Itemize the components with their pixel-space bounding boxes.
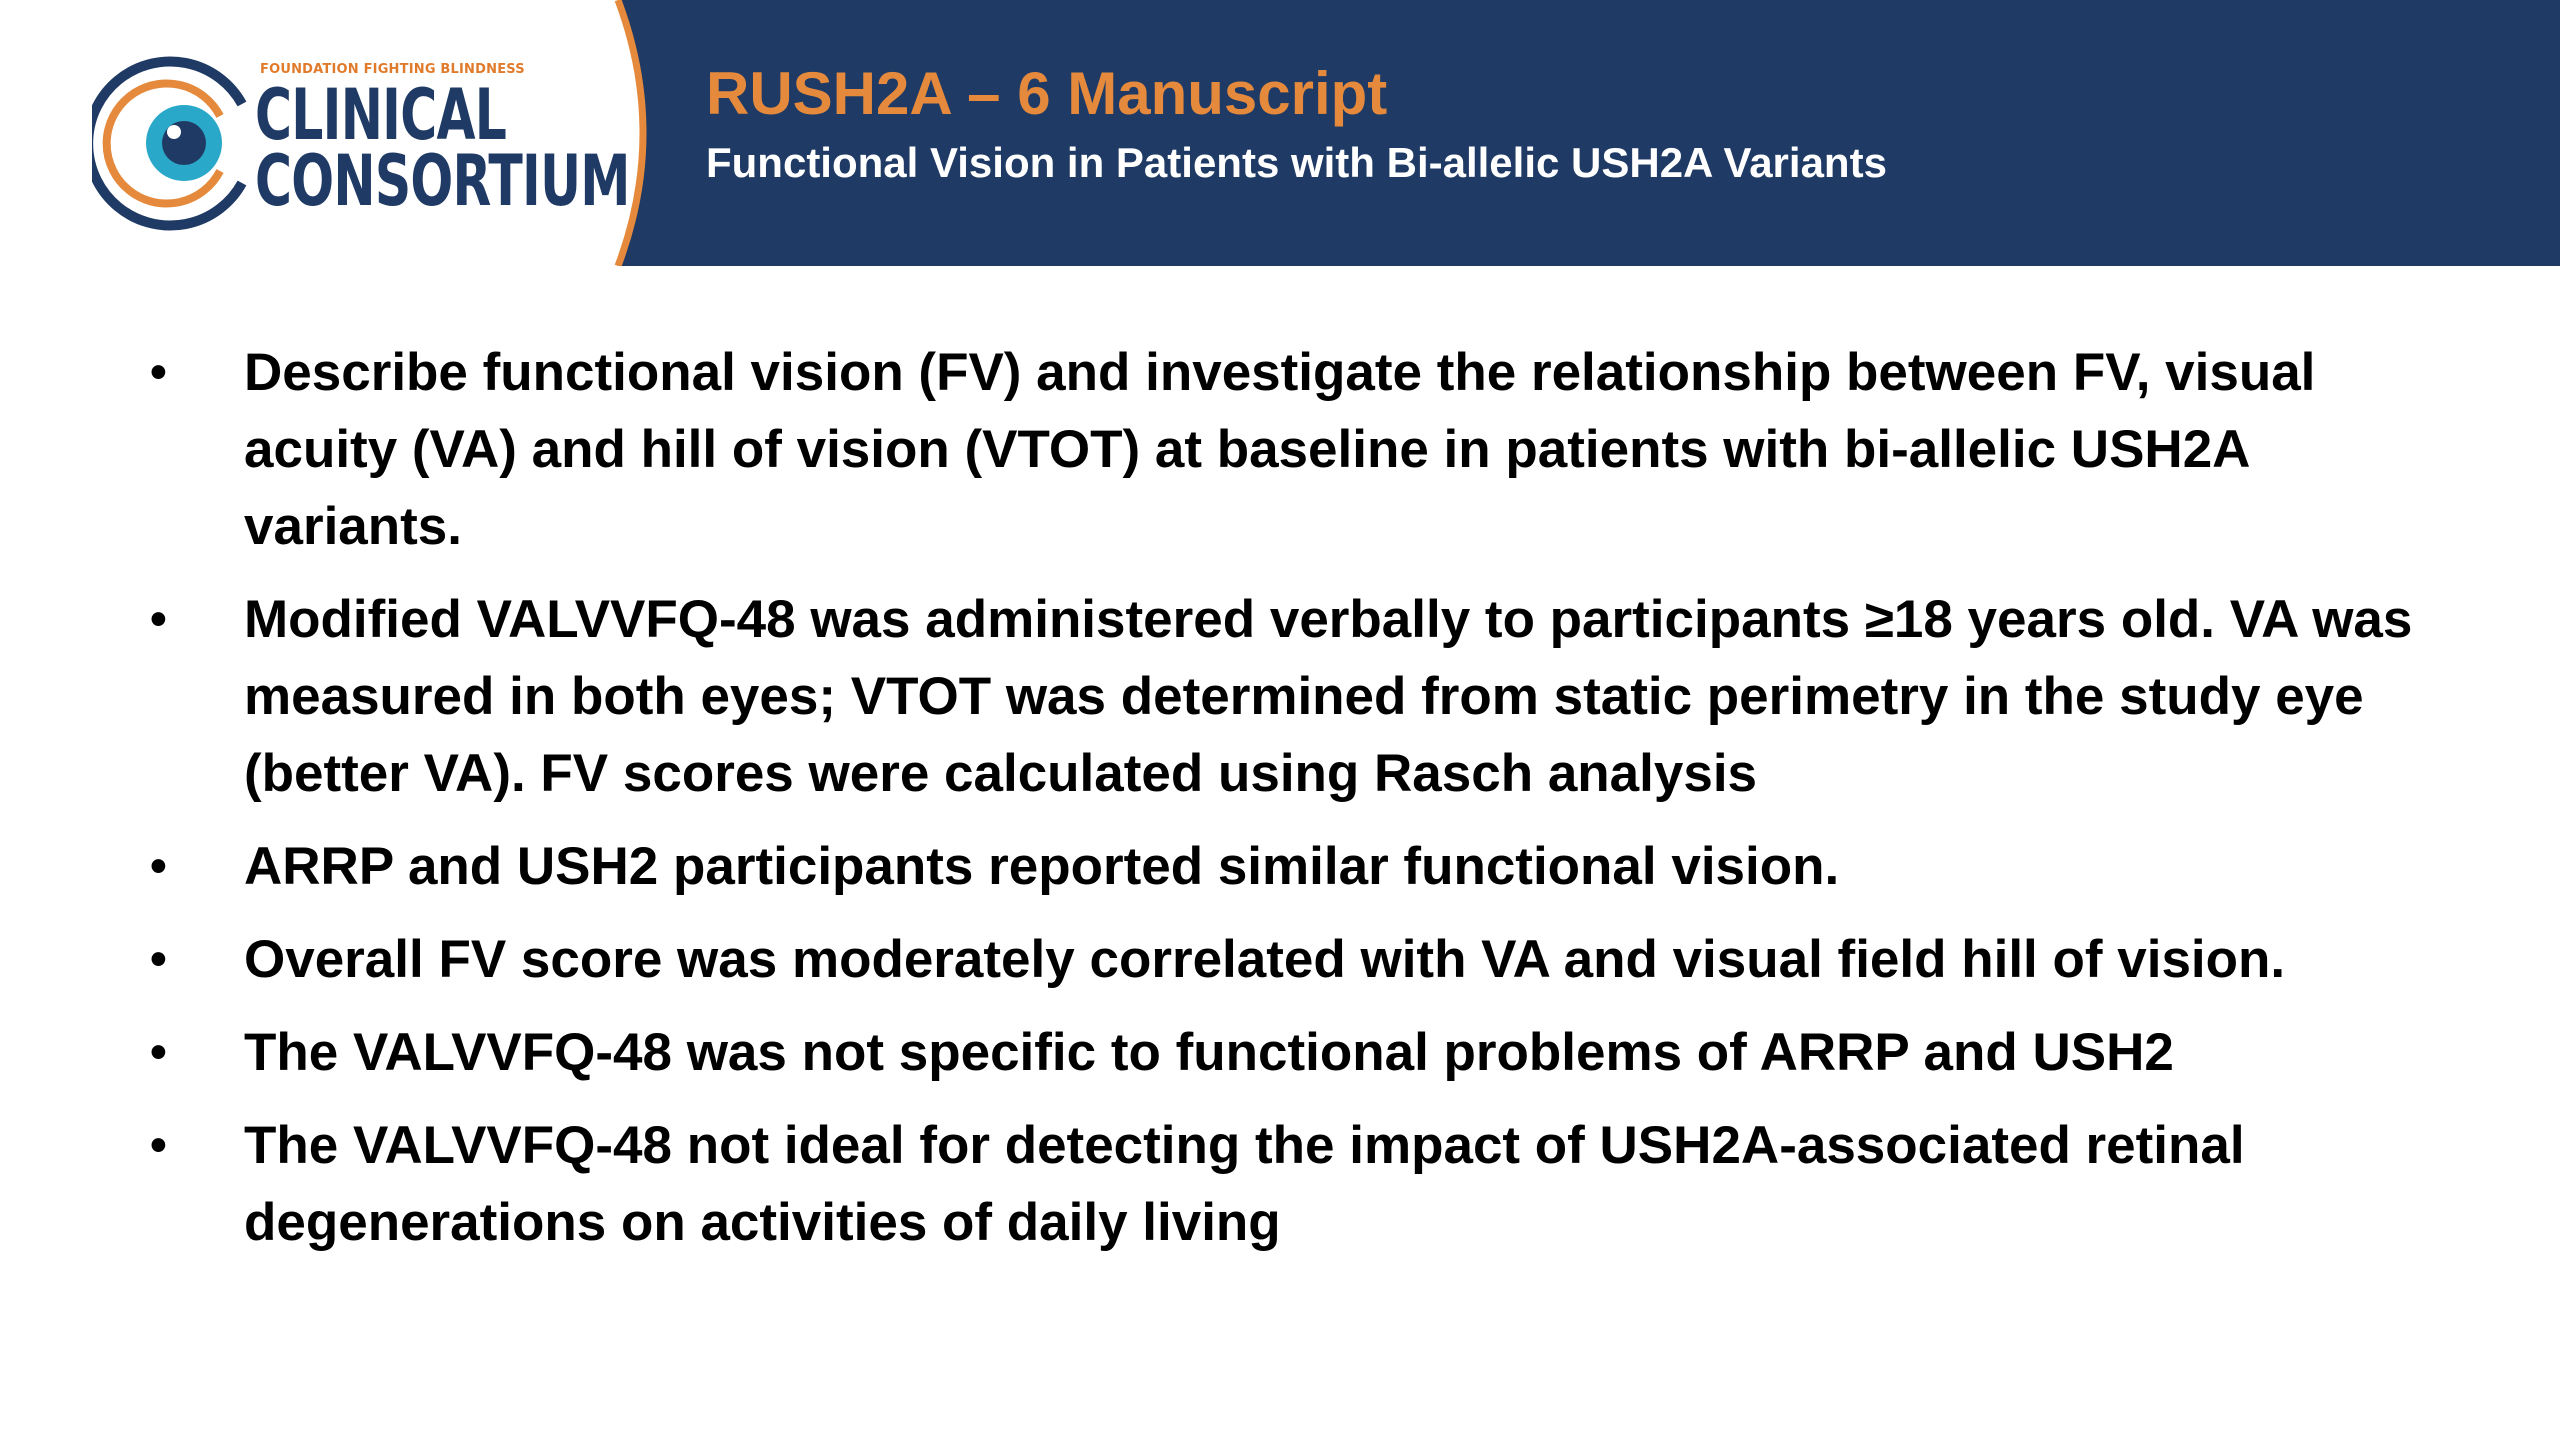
bullet-text: The VALVVFQ-48 not ideal for detecting the impact of USH2A-associated retinal degenerations on activities of daily living bbox=[244, 1116, 2245, 1252]
slide-subtitle: Functional Vision in Patients with Bi-allelic USH2A Variants bbox=[706, 139, 1887, 186]
clinical-consortium-logo bbox=[92, 54, 630, 234]
title-block bbox=[706, 58, 2506, 188]
bullet-text: Overall FV score was moderately correlated with VA and visual field hill of vision. bbox=[244, 930, 2286, 989]
bullet-text: The VALVVFQ-48 was not specific to functional problems of ARRP and USH2 bbox=[244, 1023, 2174, 1082]
bullet-text: Describe functional vision (FV) and investigate the relationship between FV, visual acuity (VA) and hill of vision (VTOT) at baseline in patients with bi-allelic USH2A variants. bbox=[244, 343, 2316, 556]
bullet-text: ARRP and USH2 participants reported similar functional vision. bbox=[244, 837, 1840, 896]
bullet-item bbox=[150, 921, 2430, 998]
bullet-item bbox=[150, 334, 2430, 565]
bullet-marker: • bbox=[150, 840, 167, 893]
bullet-item bbox=[150, 1107, 2430, 1261]
eye-icon bbox=[92, 56, 262, 231]
bullet-marker: • bbox=[150, 346, 167, 399]
bullet-item bbox=[150, 1014, 2430, 1091]
bullet-list bbox=[150, 334, 2430, 1277]
slide-title: RUSH2A – 6 Manuscript bbox=[706, 60, 1388, 127]
bullet-item bbox=[150, 581, 2430, 812]
bullet-marker: • bbox=[150, 1119, 167, 1172]
logo-line-consortium: CONSORTIUM bbox=[255, 140, 630, 222]
logo-org-name: FOUNDATION FIGHTING BLINDNESS bbox=[260, 62, 525, 77]
bullet-text: Modified VALVVFQ-48 was administered verbally to participants ≥18 years old. VA was measured in both eyes; VTOT was determined from static perimetry in the study eye (better VA). FV scores were calculated using Rasch analysis bbox=[244, 590, 2413, 803]
bullet-marker: • bbox=[150, 1026, 167, 1079]
bullet-marker: • bbox=[150, 933, 167, 986]
bullet-item bbox=[150, 828, 2430, 905]
bullet-marker: • bbox=[150, 593, 167, 646]
logo-line-clinical: CLINICAL bbox=[255, 74, 507, 156]
